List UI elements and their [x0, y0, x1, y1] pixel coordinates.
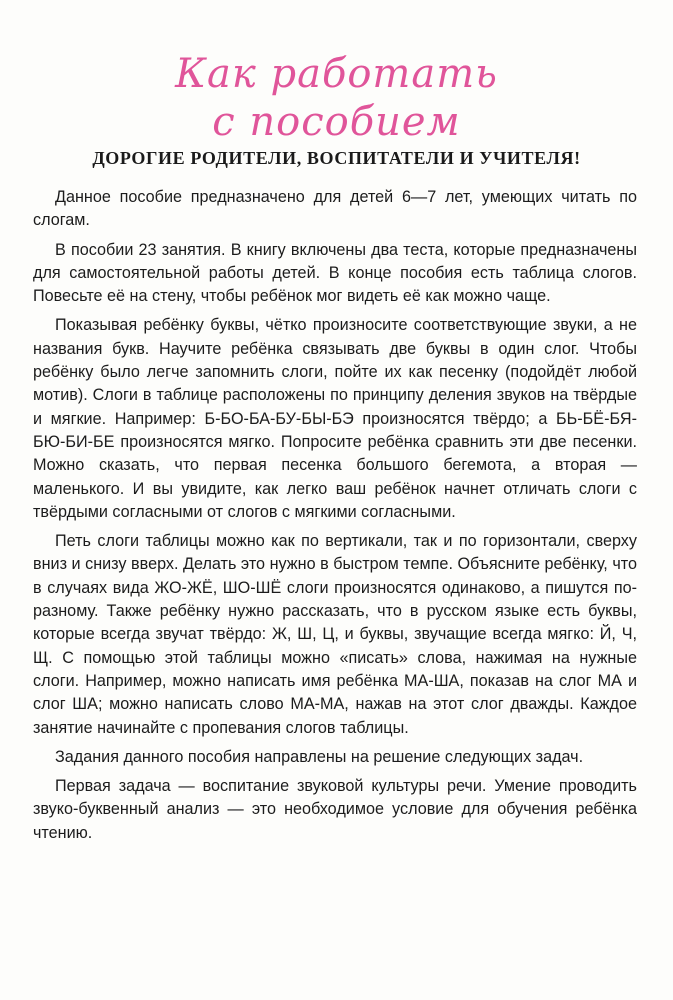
paragraph: Петь слоги таблицы можно как по вертикали, так и по горизонтали, сверху вниз и снизу вверх. Делать это нужно в быстром темпе. Объясните ребёнку, что в случаях вида ЖО-ЖЁ, ШО-ШЁ слоги произносятся одинаково, а пишутся по-разному. Также ребёнку нужно рассказать, что в русском языке есть буквы, которые всегда звучат твёрдо: Ж, Ш, Ц, и буквы, звучащие всегда мягко: Й, Ч, Щ. С помощью этой таблицы можно «писать» слова, нажимая на нужные слоги. Например, можно написать имя ребёнка МА-ША, показав на слог МА и слог ША; можно написать слово МА-МА, нажав на этот слог дважды. Каждое занятие начинайте с пропевания слогов таблицы.: [33, 532, 637, 737]
paragraph: Задания данного пособия направлены на решение следующих задач.: [55, 747, 584, 766]
body-text: [33, 186, 637, 851]
paragraph: Первая задача — воспитание звуковой культуры речи. Умение проводить звуко-буквенный анализ — это необходимое условие для обучения ребёнка чтению.: [33, 777, 637, 842]
paragraph: Данное пособие предназначено для детей 6—7 лет, умеющих читать по слогам.: [33, 188, 637, 230]
page-title-line-1: Как работать: [175, 51, 498, 97]
paragraph: Показывая ребёнку буквы, чётко произносите соответствующие звуки, а не названия букв. Научите ребёнка связывать две буквы в один слог. Чтобы ребёнку было легче запомнить слоги, пойте их как песенку (подойдёт любой мотив). Слоги в таблице расположены по принципу деления звуков на твёрдые и мягкие. Например: Б-БО-БА-БУ-БЫ-БЭ произносятся твёрдо; а БЬ-БЁ-БЯ-БЮ-БИ-БЕ произносятся мягко. Попросите ребёнка сравнить эти две песенки. Можно сказать, что первая песенка большого бегемота, а вторая — маленького. И вы увидите, как легко ваш ребёнок начнет отличать слоги с твёрдыми согласными от слогов с мягкими согласными.: [33, 316, 637, 521]
paragraph: В пособии 23 занятия. В книгу включены два теста, которые предназначены для самостоятельной работы детей. В конце пособия есть таблица слогов. Повесьте её на стену, чтобы ребёнок мог видеть её как можно чаще.: [33, 240, 637, 306]
page-subtitle: ДОРОГИЕ РОДИТЕЛИ, ВОСПИТАТЕЛИ И УЧИТЕЛЯ!: [92, 148, 581, 168]
page-title-line-2: с пособием: [212, 99, 461, 145]
